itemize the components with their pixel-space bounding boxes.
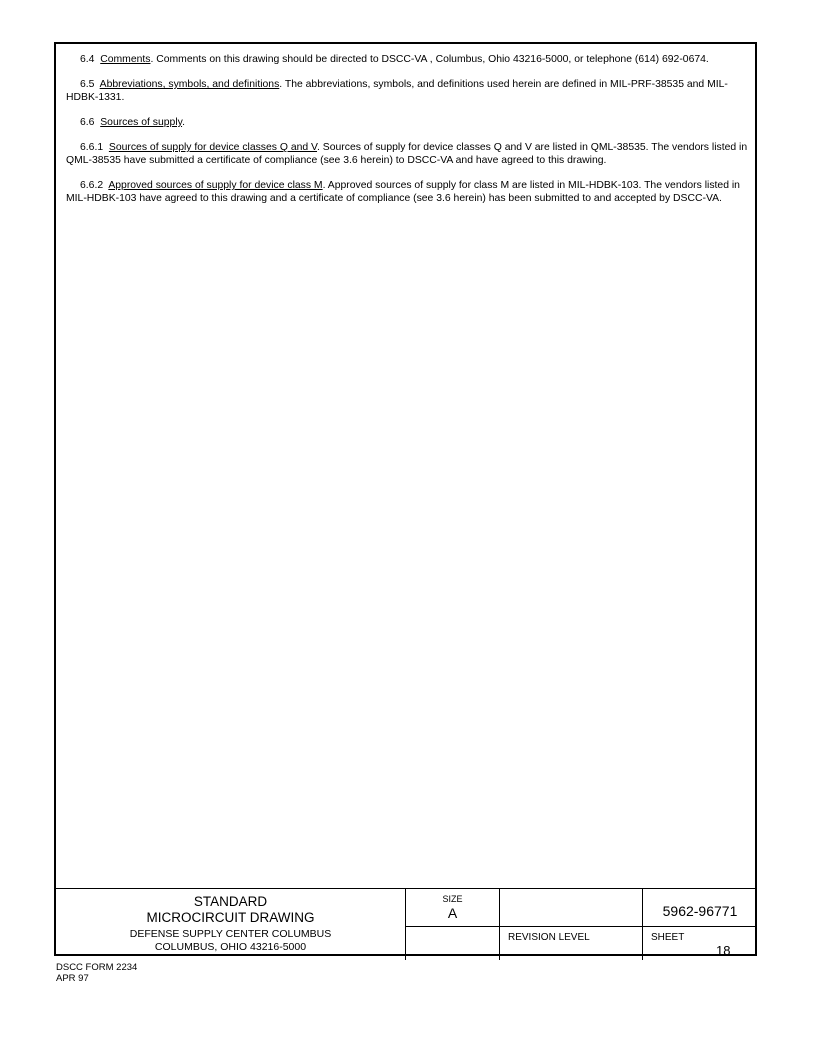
document-number: 5962-96771 xyxy=(662,903,738,919)
section-number: 6.6.2 xyxy=(80,180,104,191)
title-block-divider xyxy=(499,888,500,960)
section-text: . Comments on this drawing should be directed to DSCC-VA , Columbus, Ohio 43216-5000, or telephone (614) 692-0674. xyxy=(150,54,709,65)
form-number: DSCC FORM 2234 xyxy=(56,962,138,973)
section-6-6 xyxy=(66,116,752,129)
size-value: A xyxy=(447,905,458,921)
section-title: Abbreviations, symbols, and definitions xyxy=(99,79,280,90)
section-text: . The abbreviations, symbols, and definitions used herein are defined in MIL-PRF-38535 and MIL-HDBK-1331. xyxy=(66,79,728,103)
sheet-number: 18 xyxy=(716,943,731,958)
section-title: Sources of supply for device classes Q and V xyxy=(108,142,318,153)
document-body xyxy=(66,53,752,217)
section-number: 6.4 xyxy=(80,54,95,65)
form-date: APR 97 xyxy=(56,973,89,984)
section-text: . Sources of supply for device classes Q and V are listed in QML-38535. The vendors listed in QML-38535 have submitted a certificate of compliance (see 3.6 herein) to DSCC-VA and have agreed to this drawing. xyxy=(66,142,748,166)
size-label: SIZE xyxy=(442,894,463,904)
section-6-6-1 xyxy=(66,141,752,167)
section-title: Comments xyxy=(100,54,151,65)
standard-label: STANDARD xyxy=(193,894,268,909)
revision-level-label: REVISION LEVEL xyxy=(508,932,590,943)
section-number: 6.6.1 xyxy=(80,142,104,153)
section-number: 6.5 xyxy=(80,79,95,90)
section-6-5 xyxy=(66,78,752,104)
section-number: 6.6 xyxy=(80,117,95,128)
section-title: Sources of supply xyxy=(100,117,183,128)
section-text: . xyxy=(182,117,185,128)
section-text: . Approved sources of supply for class M are listed in MIL-HDBK-103. The vendors listed in MIL-HDBK-103 have agreed to this drawing and a certificate of compliance (see 3.6 herein) has been submitted to and accepted by DSCC-VA. xyxy=(66,180,740,204)
section-title: Approved sources of supply for device class M xyxy=(108,180,323,191)
title-block-divider xyxy=(642,888,643,960)
sheet-label: SHEET xyxy=(651,932,685,943)
section-6-6-2 xyxy=(66,179,752,205)
drawing-label: MICROCIRCUIT DRAWING xyxy=(146,910,315,925)
title-block-mid-rule xyxy=(406,926,757,927)
section-6-4 xyxy=(66,53,752,66)
address-label: COLUMBUS, OHIO 43216-5000 xyxy=(154,941,307,953)
form-footer xyxy=(56,962,137,984)
center-label: DEFENSE SUPPLY CENTER COLUMBUS xyxy=(129,928,332,940)
